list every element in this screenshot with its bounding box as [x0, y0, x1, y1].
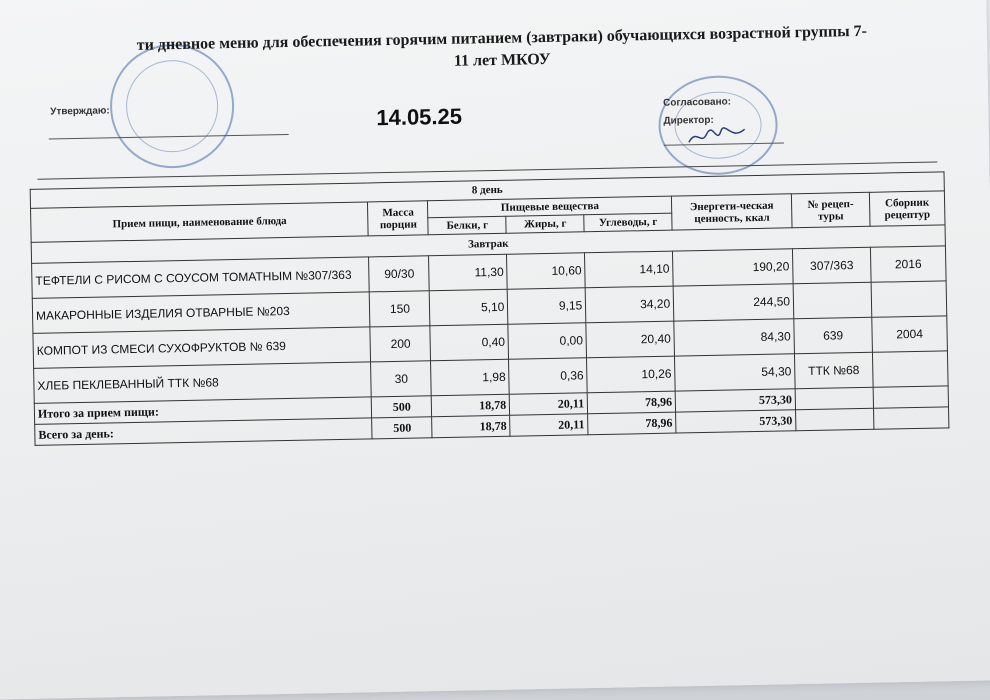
day-total-fat: 20,11 [510, 414, 588, 436]
dish-recipe: 307/363 [792, 247, 871, 283]
dish-protein: 5,10 [430, 289, 509, 325]
dish-fat: 0,36 [509, 358, 588, 394]
menu-title-line-1: ти дневное меню для обеспечения горячим питанием (завтраки) обучающихся возрастной группы 7- [136, 22, 868, 54]
dish-protein: 0,40 [430, 324, 509, 360]
dish-protein: 1,98 [431, 359, 510, 395]
day-total-protein: 18,78 [432, 415, 510, 437]
menu-table [30, 171, 950, 446]
meal-total-protein: 18,78 [432, 394, 510, 416]
dish-collection [872, 351, 948, 387]
meal-total-carbs: 78,96 [587, 391, 675, 414]
dish-carbs: 10,26 [587, 356, 676, 393]
meal-total-energy: 573,30 [675, 389, 795, 412]
dish-energy: 84,30 [674, 319, 795, 356]
menu-title [67, 19, 938, 80]
dish-protein: 11,30 [429, 254, 508, 290]
approve-label: Утверждаю: [50, 105, 110, 118]
col-fat: Жиры, г [506, 215, 584, 233]
meal-total-label: Итого за прием пищи: [34, 397, 372, 424]
col-energy: Энергети-ческая ценность, ккал [672, 194, 792, 230]
dish-fat: 9,15 [508, 288, 587, 324]
dish-recipe: ТТК №68 [795, 352, 874, 388]
dish-mass: 30 [371, 361, 432, 397]
agreed-label: Согласовано: [663, 96, 732, 109]
dish-name: ХЛЕБ ПЕКЛЕВАННЫЙ ТТК №68 [34, 362, 372, 403]
day-total-energy: 573,30 [676, 410, 796, 433]
col-recipe: № рецеп-туры [791, 192, 870, 227]
dish-energy: 244,50 [673, 284, 794, 321]
meal-total-recipe [795, 387, 873, 409]
dish-energy: 190,20 [673, 249, 794, 286]
dish-recipe [793, 282, 872, 318]
dish-fat: 10,60 [507, 253, 586, 289]
col-protein: Белки, г [428, 216, 506, 234]
dish-name: МАКАРОННЫЕ ИЗДЕЛИЯ ОТВАРНЫЕ №203 [32, 292, 370, 333]
dish-carbs: 14,10 [585, 251, 674, 288]
col-collection: Сборник рецептур [869, 191, 945, 226]
day-total-mass: 500 [372, 417, 432, 439]
dish-name: КОМПОТ ИЗ СМЕСИ СУХОФРУКТОВ № 639 [33, 327, 371, 368]
dish-mass: 150 [370, 291, 431, 327]
dish-collection [871, 281, 947, 317]
dish-mass: 90/30 [369, 256, 430, 292]
day-label: 8 день [30, 172, 944, 209]
col-dish: Прием пищи, наименование блюда [31, 202, 369, 242]
day-total-carbs: 78,96 [588, 412, 676, 435]
col-mass: Масса порции [368, 201, 429, 236]
meal-total-fat: 20,11 [510, 393, 588, 415]
menu-title-line-2: 11 лет МКОУ [453, 50, 551, 70]
meal-total-collection [873, 386, 948, 408]
dish-name: ТЕФТЕЛИ С РИСОМ С СОУСОМ ТОМАТНЫМ №307/363 [32, 257, 370, 298]
meal-total-mass: 500 [372, 396, 432, 418]
dish-collection: 2016 [870, 246, 946, 282]
day-total-label: Всего за день: [35, 418, 373, 445]
col-nutrients: Пищевые вещества [428, 196, 672, 218]
meal-label: Завтрак [31, 225, 945, 264]
director-label: Директор: [663, 114, 714, 127]
dish-carbs: 34,20 [585, 286, 674, 323]
menu-date: 14.05.25 [376, 103, 463, 131]
day-total-collection [874, 407, 949, 429]
dish-recipe: 639 [794, 317, 873, 353]
col-carbs: Углеводы, г [584, 213, 672, 232]
dish-carbs: 20,40 [586, 321, 675, 358]
dish-collection: 2004 [872, 316, 948, 352]
dish-mass: 200 [370, 326, 431, 362]
day-total-recipe [796, 408, 874, 430]
dish-fat: 0,00 [508, 323, 587, 359]
dish-energy: 54,30 [675, 354, 796, 391]
